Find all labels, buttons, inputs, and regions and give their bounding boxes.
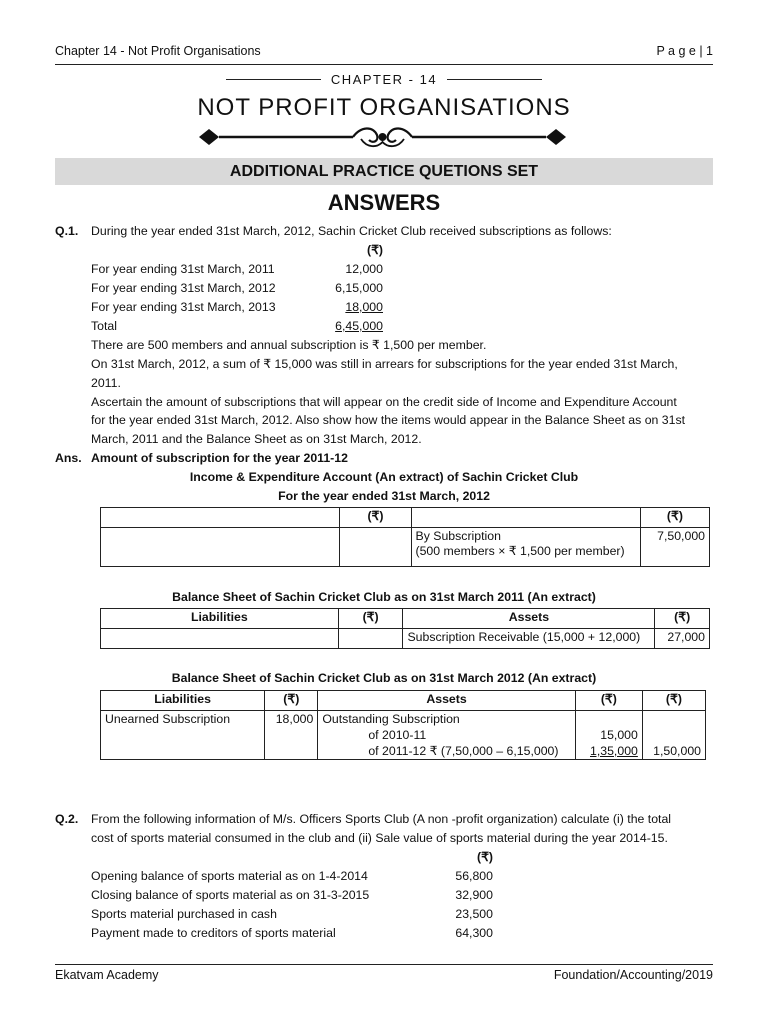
header-chapter: Chapter 14 - Not Profit Organisations bbox=[55, 44, 261, 58]
q2-row-label: Closing balance of sports material as on 31-3-2015 bbox=[91, 888, 370, 902]
bs2012-rupee-col: (₹) bbox=[642, 691, 705, 711]
header-rule bbox=[55, 64, 713, 65]
bs2011-rupee-col: (₹) bbox=[338, 609, 403, 629]
bs2011-rupee-col: (₹) bbox=[655, 609, 710, 629]
ie-by-subscription: By Subscription (500 members × ₹ 1,500 per member) bbox=[411, 528, 640, 567]
q1-row-value: 6,15,000 bbox=[335, 281, 383, 295]
q1-total-value: 6,45,000 bbox=[335, 319, 383, 333]
bs2012-liabilities-header: Liabilities bbox=[101, 691, 265, 711]
chapter-label: CHAPTER - 14 bbox=[330, 72, 438, 87]
bs2011-subscription-receivable: Subscription Receivable (15,000 + 12,000) bbox=[403, 629, 655, 649]
q1-arrears-line-cont: 2011. bbox=[91, 376, 121, 390]
q2-row-label: Sports material purchased in cash bbox=[91, 907, 277, 921]
q1-row-value: 12,000 bbox=[345, 262, 383, 276]
bs2012-unearned-amount: 18,000 bbox=[265, 711, 318, 760]
q2-row-label: Payment made to creditors of sports material bbox=[91, 926, 336, 940]
bs2012-unearned-subscription: Unearned Subscription bbox=[101, 711, 265, 760]
bs-2012-title: Balance Sheet of Sachin Cricket Club as on 31st March 2012 (An extract) bbox=[171, 671, 597, 685]
q1-label: Q.1. bbox=[55, 224, 79, 238]
chapter-title: NOT PROFIT ORGANISATIONS bbox=[197, 94, 571, 121]
q2-row-label: Opening balance of sports material as on 1-4-2014 bbox=[91, 869, 368, 883]
q2-rupee-header: (₹) bbox=[476, 850, 493, 864]
q1-intro: During the year ended 31st March, 2012, Sachin Cricket Club received subscriptions as follows: bbox=[91, 224, 612, 238]
footer-academy: Ekatvam Academy bbox=[55, 968, 159, 982]
ie-subscription-amount: 7,50,000 bbox=[640, 528, 709, 567]
footer-rule bbox=[55, 964, 713, 965]
ans-heading: Amount of subscription for the year 2011-12 bbox=[91, 451, 348, 465]
answers-title: ANSWERS bbox=[327, 190, 441, 215]
q2-text-cont: cost of sports material consumed in the club and (ii) Sale value of sports material during the year 2014-15. bbox=[91, 831, 668, 845]
bs2012-rupee-col: (₹) bbox=[265, 691, 318, 711]
bs2011-receivable-amount: 27,000 bbox=[655, 629, 710, 649]
ornament-divider-icon bbox=[195, 124, 570, 150]
bs-2011-title: Balance Sheet of Sachin Cricket Club as on 31st March 2011 (An extract) bbox=[172, 590, 596, 604]
chapter-rule-right bbox=[447, 79, 542, 80]
q2-row-value: 56,800 bbox=[455, 869, 493, 883]
q1-rupee-header: (₹) bbox=[366, 243, 383, 257]
page-footer bbox=[55, 968, 713, 982]
ie-title: Income & Expenditure Account (An extract) of Sachin Cricket Club bbox=[189, 470, 579, 484]
q1-row-label: For year ending 31st March, 2013 bbox=[91, 300, 276, 314]
q2-label: Q.2. bbox=[55, 812, 79, 826]
chapter-label-row bbox=[0, 72, 768, 87]
q2-text: From the following information of M/s. Officers Sports Club (A non -profit organization) calculate (i) the total bbox=[91, 812, 672, 826]
ie-subtitle: For the year ended 31st March, 2012 bbox=[278, 489, 490, 503]
q1-total-label: Total bbox=[91, 319, 117, 333]
bs2011-assets-header: Assets bbox=[403, 609, 655, 629]
bs2011-liabilities-header: Liabilities bbox=[101, 609, 339, 629]
bs2012-rupee-col: (₹) bbox=[575, 691, 642, 711]
balance-sheet-2012-table bbox=[100, 690, 706, 760]
ans-label: Ans. bbox=[55, 451, 82, 465]
practice-set-banner: ADDITIONAL PRACTICE QUETIONS SET bbox=[55, 158, 713, 185]
ie-rupee-col: (₹) bbox=[340, 508, 411, 528]
bs2012-assets-header: Assets bbox=[318, 691, 575, 711]
bs2012-outstanding-subscription: Outstanding Subscription of 2010-11 of 2011-12 ₹ (7,50,000 – 6,15,000) bbox=[318, 711, 575, 760]
q1-task-line: Ascertain the amount of subscriptions that will appear on the credit side of Income and Expenditure Account bbox=[91, 395, 677, 409]
bs2012-outstanding-total: 1,50,000 bbox=[642, 711, 705, 760]
footer-course: Foundation/Accounting/2019 bbox=[553, 968, 713, 982]
ie-rupee-col: (₹) bbox=[640, 508, 709, 528]
q1-arrears-line: On 31st March, 2012, a sum of ₹ 15,000 was still in arrears for subscriptions for the year ended 31st March, bbox=[91, 357, 678, 371]
header-page-number: P a g e | 1 bbox=[656, 44, 713, 58]
page-header bbox=[55, 44, 713, 58]
q1-task-line: March, 2011 and the Balance Sheet as on 31st March, 2012. bbox=[91, 432, 422, 446]
q1-row-label: For year ending 31st March, 2012 bbox=[91, 281, 276, 295]
q1-members-line: There are 500 members and annual subscription is ₹ 1,500 per member. bbox=[91, 338, 487, 352]
q1-task-line: for the year ended 31st March, 2012. Also show how the items would appear in the Balance Sheet as on 31st bbox=[91, 413, 686, 427]
q2-row-value: 64,300 bbox=[455, 926, 493, 940]
bs2012-outstanding-breakup: 15,000 1,35,000 bbox=[575, 711, 642, 760]
chapter-rule-left bbox=[226, 79, 321, 80]
q2-row-value: 32,900 bbox=[455, 888, 493, 902]
q2-row-value: 23,500 bbox=[455, 907, 493, 921]
q1-row-label: For year ending 31st March, 2011 bbox=[91, 262, 275, 276]
income-expenditure-table bbox=[100, 507, 710, 567]
q1-row-value: 18,000 bbox=[345, 300, 383, 314]
balance-sheet-2011-table bbox=[100, 608, 710, 649]
